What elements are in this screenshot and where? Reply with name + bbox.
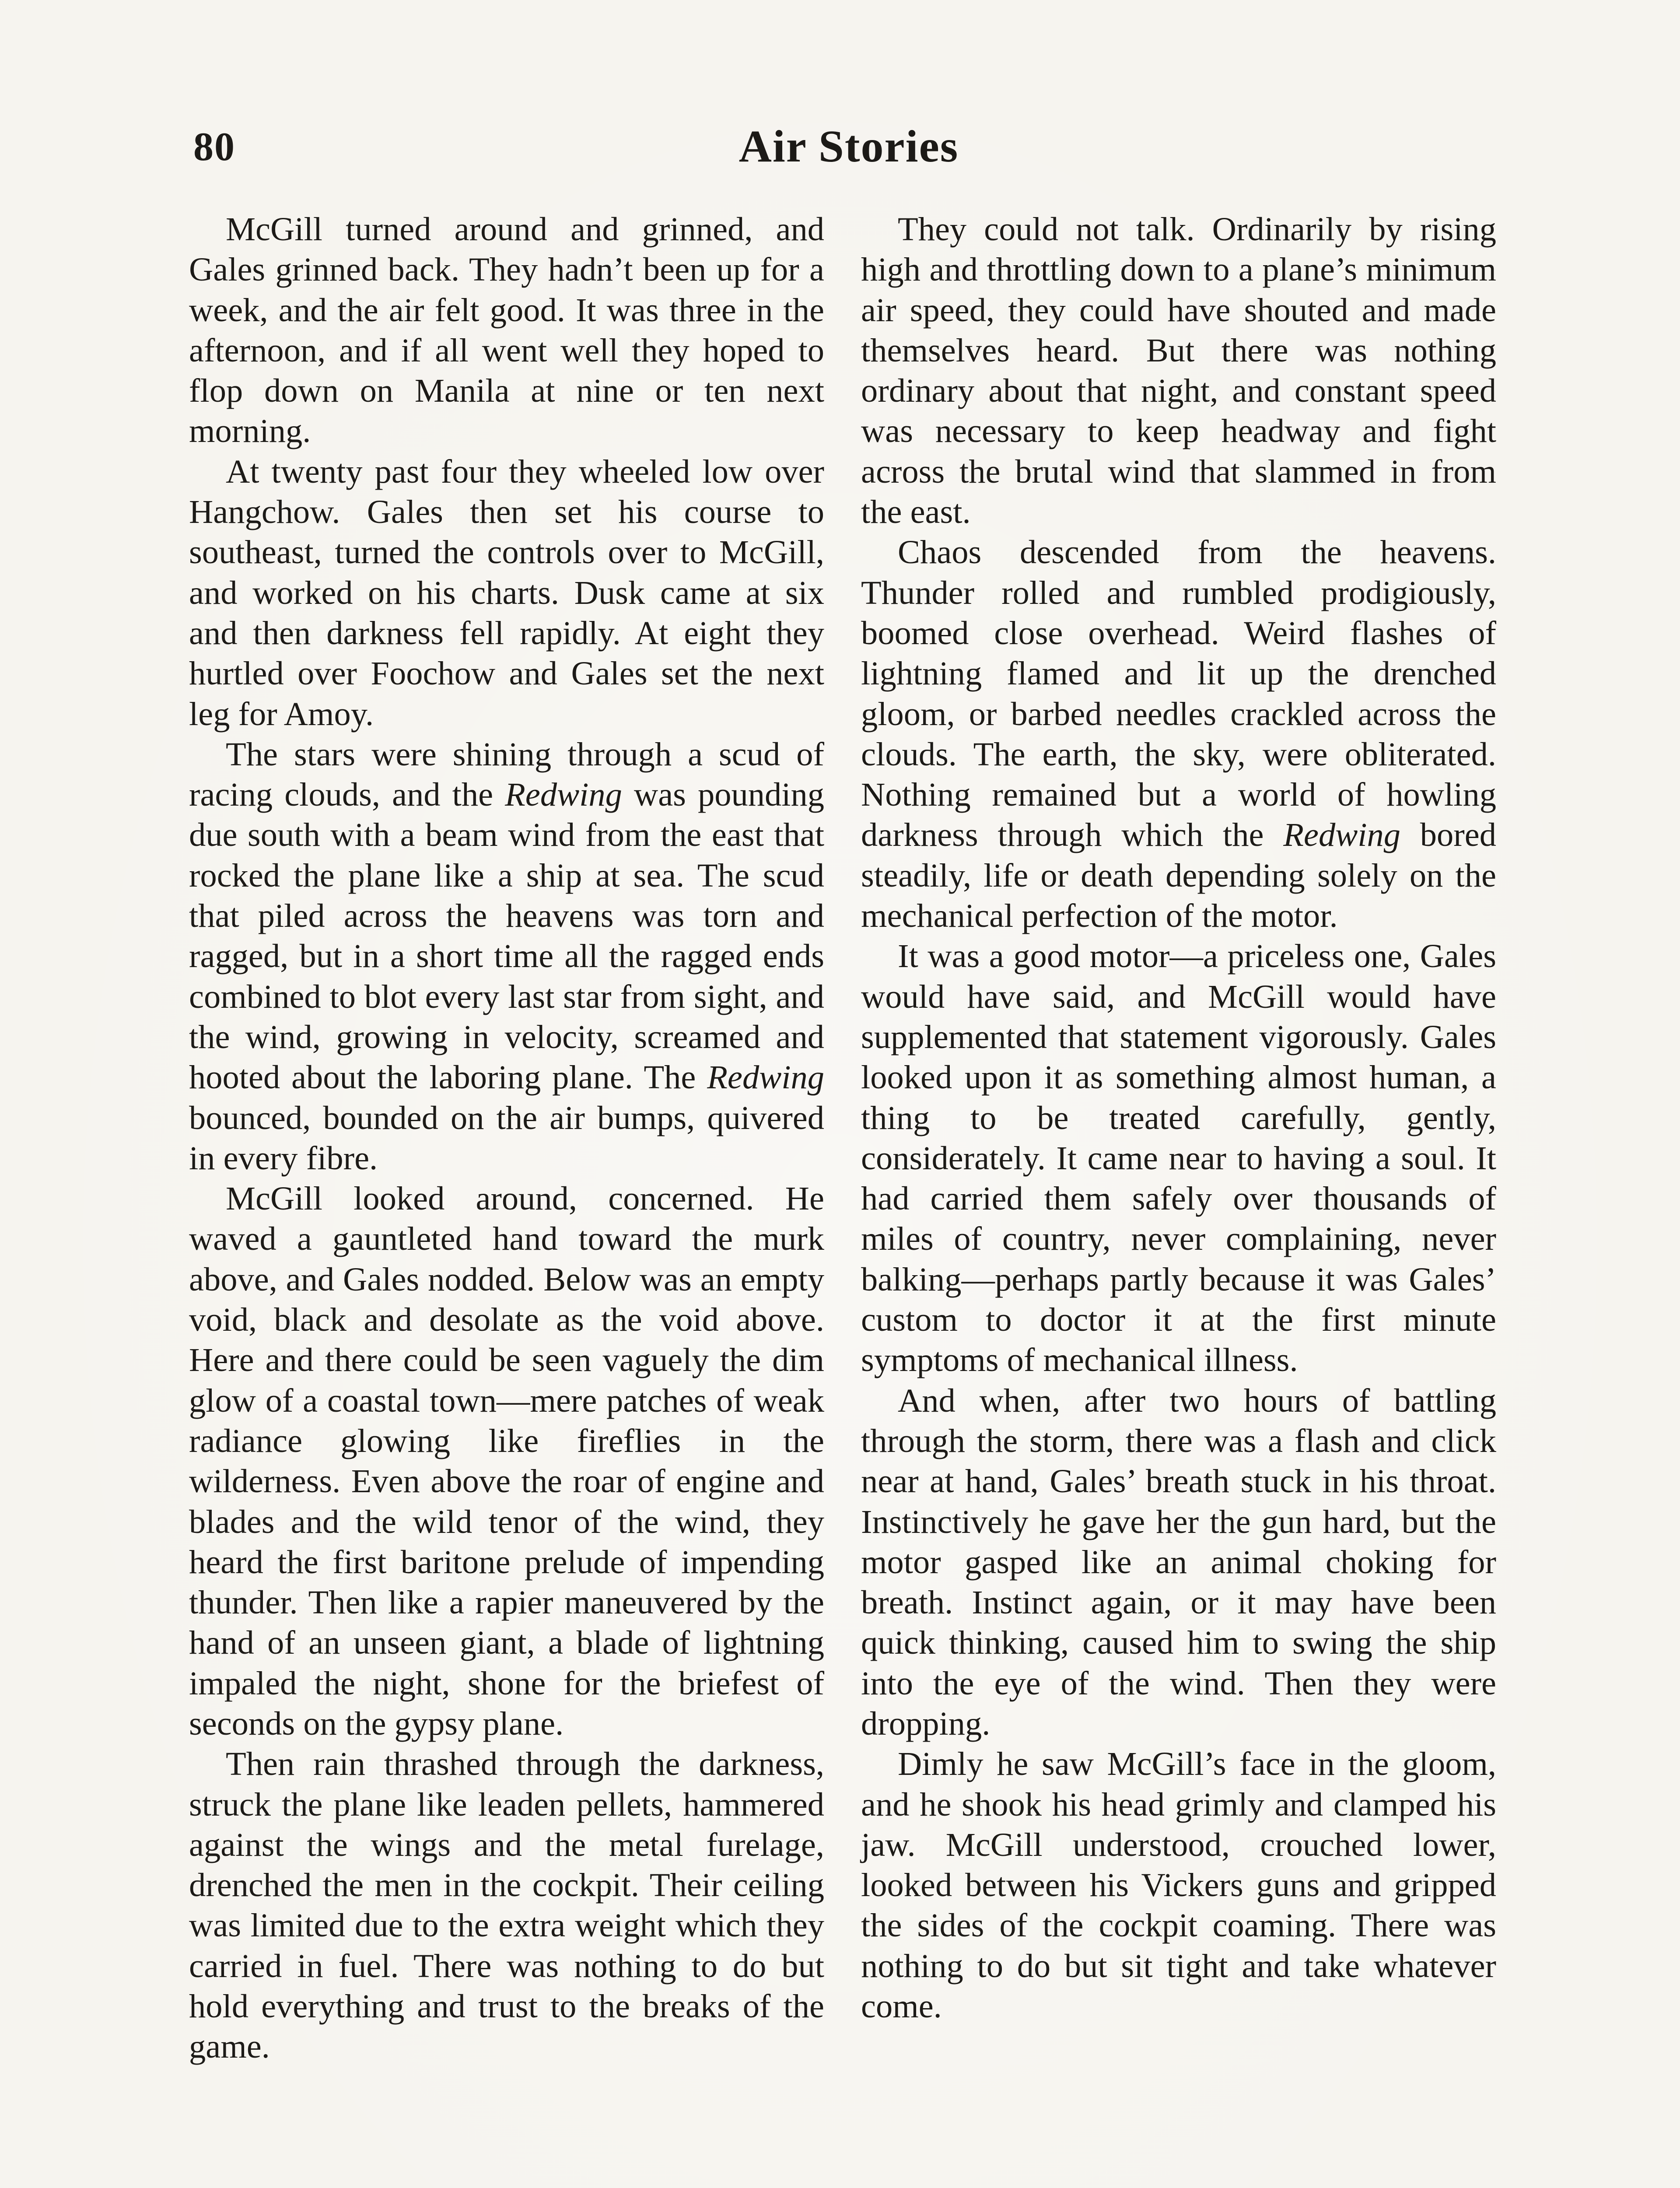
right-paragraph-5: Dimly he saw McGill’s face in the gloom, and he shook his head grimly and clamped his jaw. McGill understood, crouched lower, looked between his Vickers guns and gripped the sides of the cockpit coaming. There was nothing to do but sit tight and take whatever come. — [861, 1745, 1496, 2025]
right-paragraph-3: It was a good motor—a priceless one, Gales would have said, and McGill would have supplemented that statement vigorously. Gales looked upon it as something almost human, a thing to be treated carefully, gently, considerately. It came near to having a soul. It had carried them safely over thousands of miles of country, never complaining, never balking—perhaps partly because it was Gales’ custom to doctor it at the first minute symptoms of mechanical illness. — [861, 937, 1496, 1379]
page-number: 80 — [193, 124, 235, 169]
left-paragraph-5: Then rain thrashed through the darkness, struck the plane like leaden pellets, hammered against the wings and the metal furelage, drenched the men in the cockpit. Their ceiling was limited due to the extra weight which they carried in fuel. There was nothing to do but hold everything and trust to the breaks of the game. — [189, 1745, 824, 2065]
right-paragraph-1: They could not talk. Ordinarily by rising high and throttling down to a plane’s minimum air speed, they could have shouted and made themselves heard. But there was nothing ordinary about that night, and constant speed was necessary to keep headway and fight across the brutal wind that slammed in from the east. — [861, 210, 1496, 531]
left-paragraph-3 — [189, 734, 824, 1178]
page-header — [0, 118, 1680, 175]
right-paragraph-4: And when, after two hours of battling through the storm, there was a flash and click near at hand, Gales’ breath stuck in his throat. Instinctively he gave her the gun hard, but the motor gasped like an animal choking for breath. Instinct again, or it may have been quick thinking, caused him to swing the ship into the eye of the wind. Then they were dropping. — [861, 1382, 1496, 1742]
left-p3-text-b: was pounding due south with a beam wind from the east that rocked the plane like a ship at sea. The scud that piled across the heavens was torn and ragged, but in a short time all the ragged ends combined to blot every last star from sight, and the wind, growing in velocity, screamed and hooted about the laboring plane. The — [189, 776, 824, 1096]
left-p3-text-a: The stars were shining through a scud of racing clouds, and the — [189, 735, 824, 813]
right-p2-ship-name: Redwing — [1283, 816, 1400, 854]
right-p2-text-a: Chaos descended from the heavens. Thunder rolled and rumbled prodigiously, boomed close overhead. Weird flashes of lightning flamed and lit up the drenched gloom, or barbed needles crackled across the clouds. The earth, the sky, were obliterated. Nothing remained but a world of howling darkness through which the — [861, 533, 1496, 854]
right-paragraph-2 — [861, 532, 1496, 936]
right-p2-text-b: bored steadily, life or death depending solely on the mechanical perfection of the motor. — [861, 816, 1496, 935]
right-column — [861, 209, 1496, 2027]
left-paragraph-2: At twenty past four they wheeled low over Hangchow. Gales then set his course to southeast, turned the controls over to McGill, and worked on his charts. Dusk came at six and then darkness fell rapidly. At eight they hurtled over Foochow and Gales set the next leg for Amoy. — [189, 452, 824, 733]
left-p3-ship-name-1: Redwing — [505, 776, 622, 813]
running-title: Air Stories — [738, 121, 959, 172]
left-column — [189, 209, 824, 2067]
left-p3-text-c: bounced, bounded on the air bumps, quivered in every fibre. — [189, 1099, 824, 1177]
left-paragraph-4: McGill looked around, concerned. He waved a gauntleted hand toward the murk above, and Gales nodded. Below was an empty void, black and desolate as the void above. Here and there could be seen vaguely the dim glow of a coastal town—mere patches of weak radiance glowing like fireflies in the wilderness. Even above the roar of engine and blades and the wild tenor of the wind, they heard the first baritone prelude of impending thunder. Then like a rapier maneuvered by the hand of an unseen giant, a blade of lightning impaled the night, shone for the briefest of seconds on the gypsy plane. — [189, 1180, 824, 1742]
left-p3-ship-name-2: Redwing — [707, 1059, 824, 1096]
left-paragraph-1: McGill turned around and grinned, and Gales grinned back. They hadn’t been up for a week, and the air felt good. It was three in the afternoon, and if all went well they hoped to flop down on Manila at nine or ten next morning. — [189, 210, 824, 450]
